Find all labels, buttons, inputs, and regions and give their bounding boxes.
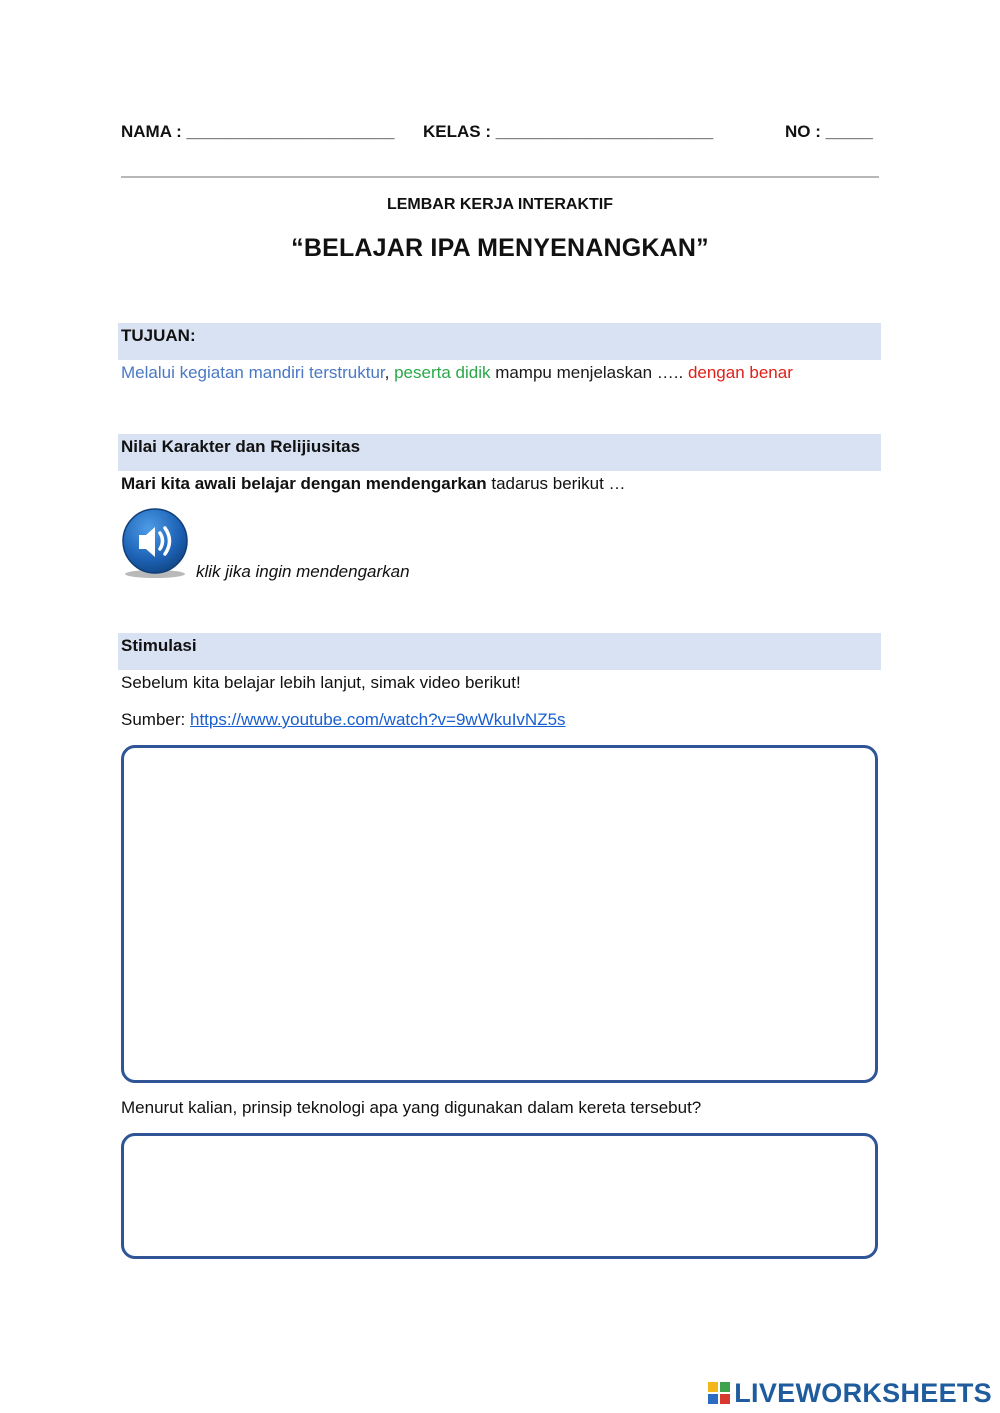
tujuan-part-2: peserta didik bbox=[394, 363, 491, 382]
video-embed-area[interactable] bbox=[121, 745, 878, 1083]
nilai-intro-bold: Mari kita awali belajar dengan mendengarkan bbox=[121, 474, 487, 493]
student-info-row bbox=[121, 122, 878, 146]
tujuan-text bbox=[121, 363, 793, 383]
stimulasi-intro: Sebelum kita belajar lebih lanjut, simak video berikut! bbox=[121, 673, 521, 692]
tujuan-heading: TUJUAN: bbox=[121, 326, 196, 345]
nilai-heading: Nilai Karakter dan Relijiusitas bbox=[121, 437, 361, 456]
answer-textbox[interactable] bbox=[121, 1133, 878, 1259]
tujuan-part-3: mampu menjelaskan ….. bbox=[490, 363, 688, 382]
worksheet-title: “BELAJAR IPA MENYENANGKAN” bbox=[291, 234, 709, 262]
stimulasi-section-band bbox=[118, 633, 881, 670]
nilai-intro bbox=[121, 474, 626, 494]
audio-play-button[interactable] bbox=[122, 506, 190, 580]
no-field-label: NO : _____ bbox=[785, 122, 873, 141]
liveworksheets-logo bbox=[708, 1376, 992, 1410]
liveworksheets-brand: LIVEWORKSHEETS bbox=[734, 1377, 992, 1408]
kelas-field-label: KELAS : _______________________ bbox=[423, 122, 714, 141]
tujuan-separator: , bbox=[384, 363, 395, 382]
nilai-intro-rest: tadarus berikut … bbox=[486, 474, 626, 493]
video-source bbox=[121, 710, 566, 730]
nama-field-label: NAMA : ______________________ bbox=[121, 122, 395, 141]
worksheet-subtitle: LEMBAR KERJA INTERAKTIF bbox=[386, 196, 614, 213]
video-source-link[interactable]: https://www.youtube.com/watch?v=9wWkuIvNZ5s bbox=[189, 710, 566, 729]
video-source-label: Sumber: bbox=[121, 710, 190, 729]
header-divider bbox=[121, 176, 879, 178]
liveworksheets-logo-icon bbox=[708, 1382, 730, 1404]
tujuan-part-4: dengan benar bbox=[687, 363, 793, 382]
tujuan-section-band bbox=[118, 323, 881, 360]
stimulasi-heading: Stimulasi bbox=[121, 636, 197, 655]
audio-caption: klik jika ingin mendengarkan bbox=[196, 562, 410, 581]
speaker-icon bbox=[122, 506, 190, 580]
question-text: Menurut kalian, prinsip teknologi apa yang digunakan dalam kereta tersebut? bbox=[121, 1098, 702, 1117]
tujuan-part-1: Melalui kegiatan mandiri terstruktur bbox=[121, 363, 385, 382]
